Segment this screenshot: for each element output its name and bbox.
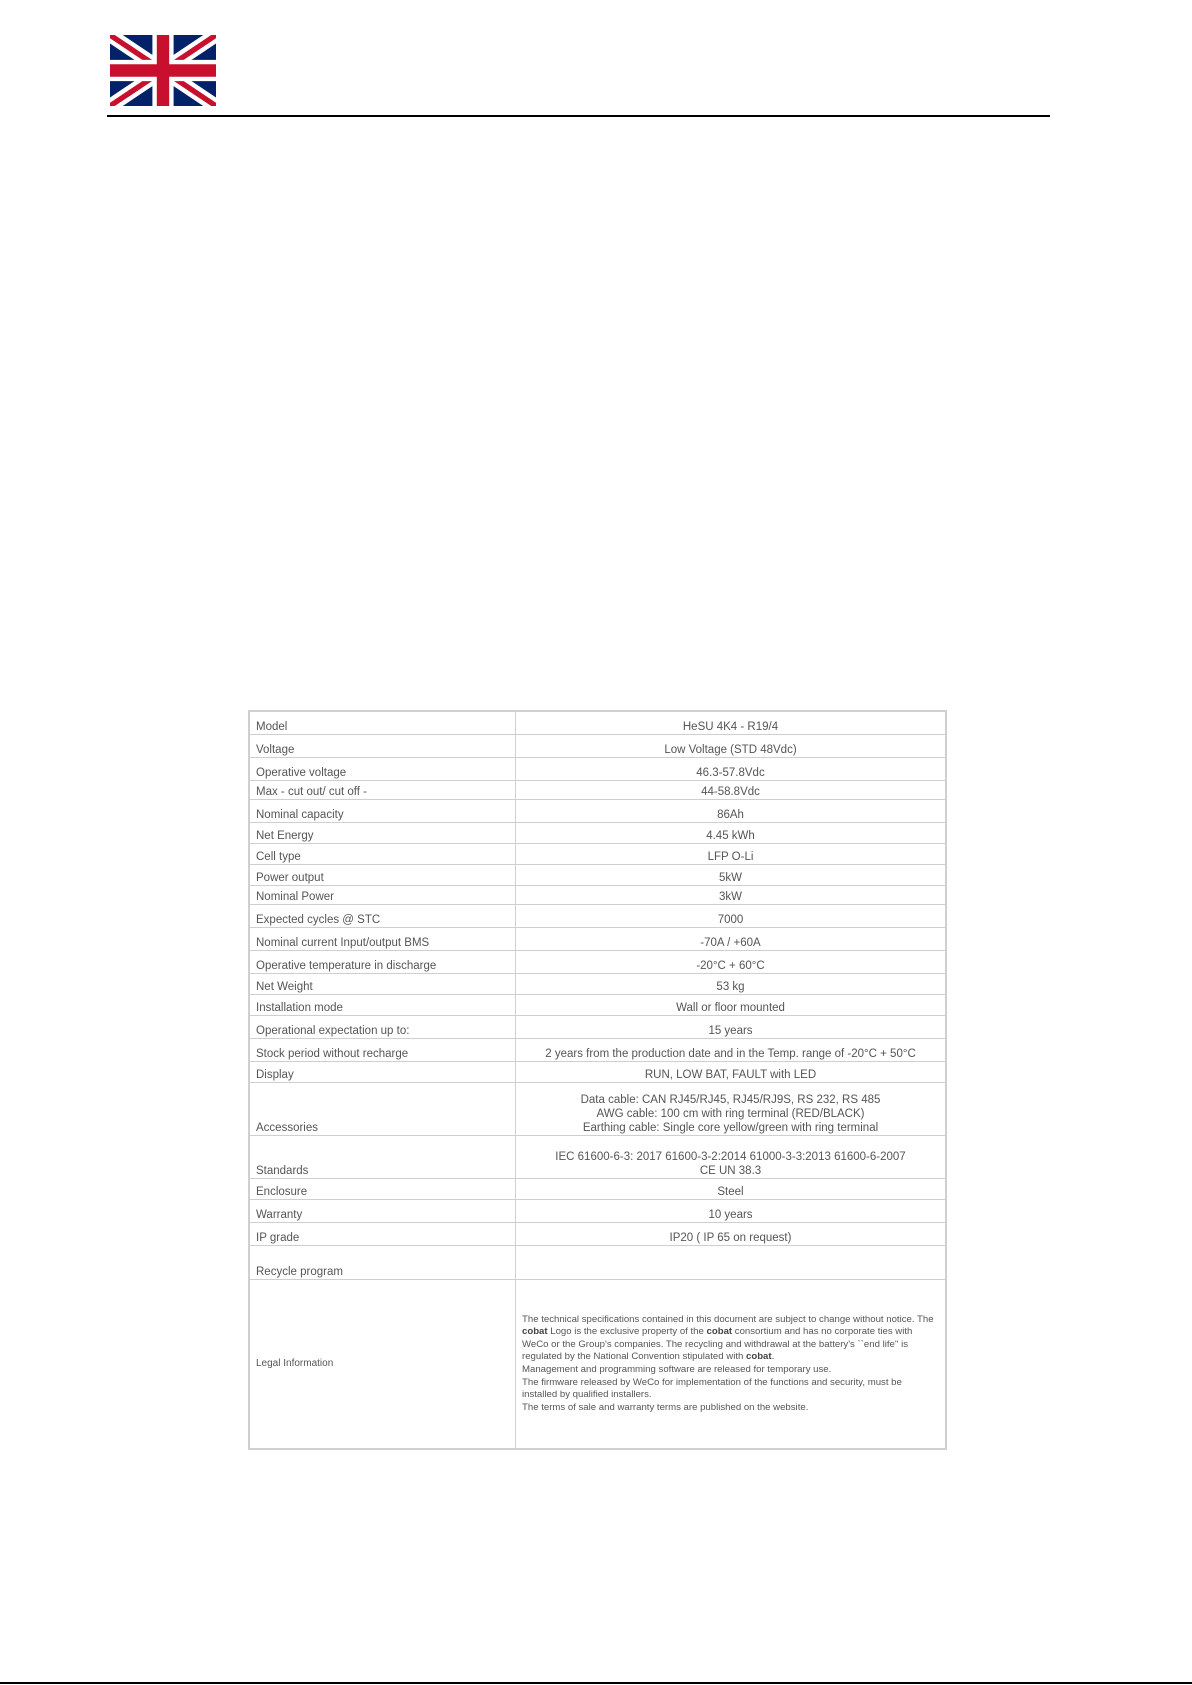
table-row [249,1062,946,1083]
row-label: Net Weight [249,974,516,995]
cobat-brand: cobat [522,1326,548,1338]
table-row [249,711,946,735]
table-row [249,1179,946,1200]
row-value: -20°C + 60°C [516,951,947,974]
row-label: Operational expectation up to: [249,1016,516,1039]
legal-text [516,1280,947,1450]
cobat-brand: cobat [746,1351,772,1363]
cobat-brand: cobat [706,1326,733,1338]
row-label: Voltage [249,735,516,758]
row-label: Recycle program [249,1246,516,1280]
table-row [249,735,946,758]
row-label: Standards [249,1136,516,1179]
row-label: Legal Information [249,1280,516,1450]
row-label: Expected cycles @ STC [249,905,516,928]
row-label: IP grade [249,1223,516,1246]
row-value: 10 years [516,1200,947,1223]
row-value: Steel [516,1179,947,1200]
row-value: 53 kg [516,974,947,995]
row-value [516,1136,947,1179]
table-row [249,928,946,951]
row-value: 46.3-57.8Vdc [516,758,947,781]
table-row [249,823,946,844]
row-value: -70A / +60A [516,928,947,951]
row-label: Net Energy [249,823,516,844]
header-divider [107,115,1050,117]
row-value: Low Voltage (STD 48Vdc) [516,735,947,758]
table-row [249,758,946,781]
table-row-recycle [249,1246,946,1280]
row-label: Warranty [249,1200,516,1223]
row-value: 7000 [516,905,947,928]
row-value: RUN, LOW BAT, FAULT with LED [516,1062,947,1083]
row-value: Wall or floor mounted [516,995,947,1016]
table-row [249,995,946,1016]
row-value [516,1246,947,1280]
row-value: 3kW [516,886,947,905]
table-row [249,1039,946,1062]
legal-paragraph: The firmware released by WeCo for implementation of the functions and security, must be installed by qualified installers. [522,1376,902,1401]
row-label: Operative temperature in discharge [249,951,516,974]
table-row-accessories [249,1083,946,1136]
row-value: HeSU 4K4 - R19/4 [516,711,947,735]
uk-flag-icon [110,35,216,106]
accessories-line: Data cable: CAN RJ45/RJ45, RJ45/RJ9S, RS 232, RS 485 [580,1094,881,1106]
table-row [249,781,946,800]
row-label: Accessories [249,1083,516,1136]
row-value: 2 years from the production date and in the Temp. range of -20°C + 50°C [516,1039,947,1062]
table-row [249,974,946,995]
table-row [249,951,946,974]
row-value: 5kW [516,865,947,886]
table-row [249,905,946,928]
legal-paragraph [522,1314,937,1364]
row-label: Nominal current Input/output BMS [249,928,516,951]
row-label: Max - cut out/ cut off - [249,781,516,800]
table-row-standards [249,1136,946,1179]
row-label: Cell type [249,844,516,865]
specifications-table [248,710,947,1450]
row-label: Display [249,1062,516,1083]
legal-paragraph: Management and programming software are released for temporary use. [522,1364,832,1375]
standards-line: IEC 61600-6-3: 2017 61600-3-2:2014 61000-3-3:2013 61600-6-2007 [555,1151,906,1163]
row-label: Nominal capacity [249,800,516,823]
row-value: IP20 ( IP 65 on request) [516,1223,947,1246]
row-label: Stock period without recharge [249,1039,516,1062]
table-row [249,1223,946,1246]
row-label: Enclosure [249,1179,516,1200]
table-row [249,844,946,865]
table-row-legal [249,1280,946,1450]
accessories-line: AWG cable: 100 cm with ring terminal (RED/BLACK) [596,1108,865,1120]
row-value: 44-58.8Vdc [516,781,947,800]
row-value: 15 years [516,1016,947,1039]
legal-text-part: Logo is the exclusive property of the [547,1326,707,1338]
row-value: 4.45 kWh [516,823,947,844]
legal-text-part: . [771,1351,775,1363]
row-label: Nominal Power [249,886,516,905]
legal-paragraph: The terms of sale and warranty terms are published on the website. [522,1401,809,1413]
row-label: Model [249,711,516,735]
table-row [249,800,946,823]
standards-line: CE UN 38.3 [699,1165,762,1177]
table-row [249,1200,946,1223]
legal-text-part: consortium and has no corporate ties with WeCo or the Group's companies. The recycling and withdrawal at the battery's ``end life'' is regulated by the National Convention stipulated with [522,1326,913,1363]
table-row [249,886,946,905]
row-value: LFP O-Li [516,844,947,865]
legal-text-part: The technical specifications contained in this document are subject to change without notice. The [522,1313,934,1325]
row-label: Operative voltage [249,758,516,781]
table-row [249,865,946,886]
row-value [516,1083,947,1136]
row-label: Installation mode [249,995,516,1016]
row-value: 86Ah [516,800,947,823]
accessories-line: Earthing cable: Single core yellow/green with ring terminal [582,1122,879,1134]
footer-divider [0,1682,1192,1684]
table-row [249,1016,946,1039]
row-label: Power output [249,865,516,886]
